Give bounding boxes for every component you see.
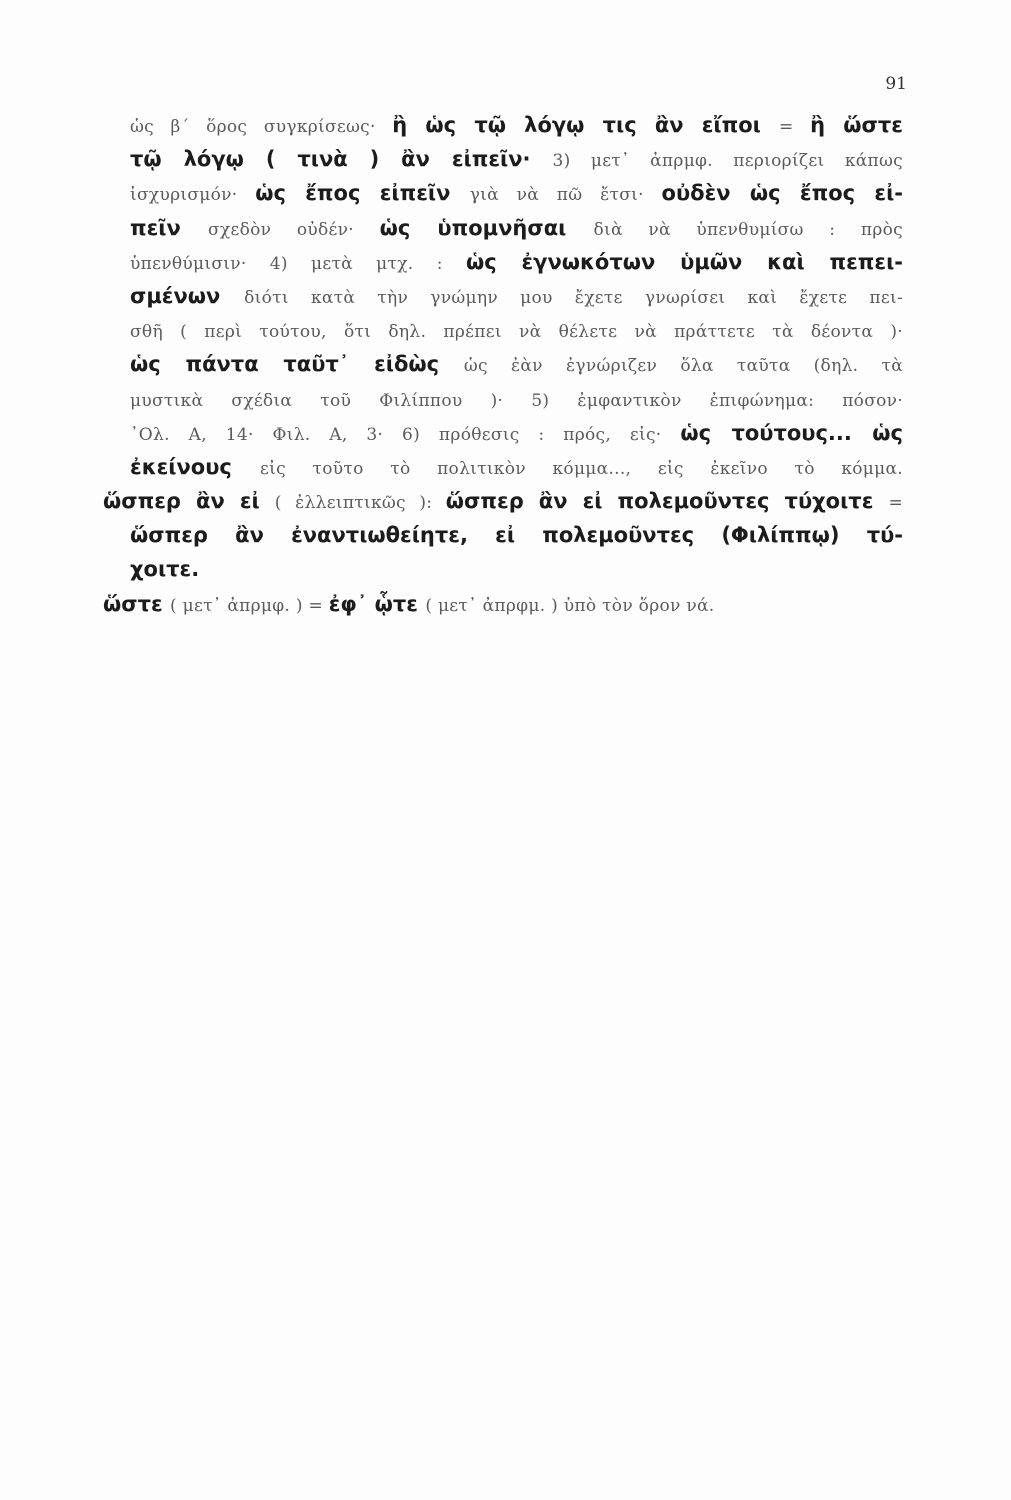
regular-gloss-text: 3) μετ᾽ ἀπρμφ. περιορίζει κάπως (552, 151, 904, 172)
regular-gloss-text: ἰσχυρισμόν· (130, 185, 256, 206)
regular-gloss-text: εἰς τοῦτο τὸ πολιτικὸν κόμμα..., εἰς ἐκεῖνο τὸ κόμμα. (260, 458, 903, 479)
text-line (103, 552, 903, 586)
regular-gloss-text: ὑπενθύμισιν· 4) μετὰ μτχ. : (130, 253, 466, 274)
text-line (103, 484, 903, 518)
page-number: 91 (885, 74, 907, 94)
bold-lemma-text: πεῖν (130, 215, 208, 240)
bold-lemma-text: ἐφ᾽ ᾧτε (328, 591, 426, 616)
text-line (103, 416, 903, 450)
bold-lemma-text: ὥσπερ ἂν εἰ (103, 489, 275, 514)
bold-lemma-text: σμένων (130, 283, 245, 308)
text-line (103, 108, 903, 142)
bold-lemma-text: ὥστε (103, 591, 171, 616)
text-line (103, 142, 903, 176)
text-line (103, 347, 903, 381)
bold-lemma-text: χοιτε. (130, 557, 200, 582)
regular-gloss-text: ( μετ᾽ ἀπρφμ. ) ὑπὸ τὸν ὅρον νά. (425, 595, 715, 616)
regular-gloss-text: διότι κατὰ τὴν γνώμην μου ἔχετε γνωρίσει καὶ ἔχετε πει- (244, 287, 903, 308)
bold-lemma-text: ὥσπερ ἂν ἐναντιωθείητε, εἰ πολεμοῦντες (Φιλίππῳ) τύ- (130, 523, 903, 548)
regular-gloss-text: ὡς ἐὰν ἐγνώριζεν ὅλα ταῦτα (δηλ. τὰ (463, 356, 903, 377)
bold-lemma-text: οὐδὲν ὡς ἔπος εἰ- (661, 181, 903, 206)
text-line (103, 279, 903, 313)
text-line (103, 313, 903, 347)
regular-gloss-text: = (779, 117, 811, 137)
text-line (103, 382, 903, 416)
text-line (103, 176, 903, 210)
dictionary-entry-text (103, 108, 903, 621)
regular-gloss-text: γιὰ νὰ πῶ ἔτσι· (469, 185, 662, 206)
regular-gloss-text: ὡς β΄ ὅρος συγκρίσεως· (130, 117, 393, 137)
text-line (103, 518, 903, 552)
regular-gloss-text: = (888, 493, 903, 514)
regular-gloss-text: μυστικὰ σχέδια τοῦ Φιλίππου )· 5) ἐμφαντικὸν ἐπιφώνημα: πόσον· (130, 390, 903, 411)
regular-gloss-text: σθῆ ( περὶ τούτου, ὅτι δηλ. πρέπει νὰ θέλετε νὰ πράττετε τὰ δέοντα )· (130, 322, 903, 343)
regular-gloss-text: διὰ νὰ ὑπενθυμίσω : πρὸς (593, 219, 903, 240)
bold-lemma-text: ὥσπερ ἂν εἰ πολεμοῦντες τύχοιτε (445, 489, 889, 514)
bold-lemma-text: ὡς ὑπομνῆσαι (379, 215, 594, 240)
bold-lemma-text: ἢ ὥστε (810, 113, 903, 137)
bold-lemma-text: ὡς ἔπος εἰπεῖν (255, 181, 470, 206)
text-line (103, 450, 903, 484)
bold-lemma-text: ἐκείνους (130, 454, 261, 479)
bold-lemma-text: ἢ ὡς τῷ λόγῳ τις ἂν εἴποι (392, 113, 780, 137)
regular-gloss-text: ᾽Ολ. Α, 14· Φιλ. Α, 3· 6) πρόθεσις : πρός, εἰς· (130, 424, 681, 445)
bold-lemma-text: ὡς πάντα ταῦτ᾽ εἰδὼς (130, 352, 464, 377)
bold-lemma-text: τῷ λόγῳ ( τινὰ ) ἂν εἰπεῖν· (130, 147, 553, 172)
regular-gloss-text: σχεδὸν οὐδέν· (207, 219, 380, 240)
bold-lemma-text: ὡς ἐγνωκότων ὑμῶν καὶ πεπει- (465, 249, 903, 274)
text-line (103, 211, 903, 245)
text-line (103, 587, 903, 621)
text-line (103, 245, 903, 279)
regular-gloss-text: ( μετ᾽ ἀπρμφ. ) = (170, 595, 329, 616)
regular-gloss-text: ( ἐλλειπτικῶς ): (274, 493, 446, 514)
bold-lemma-text: ὡς τούτους... ὡς (680, 420, 903, 445)
